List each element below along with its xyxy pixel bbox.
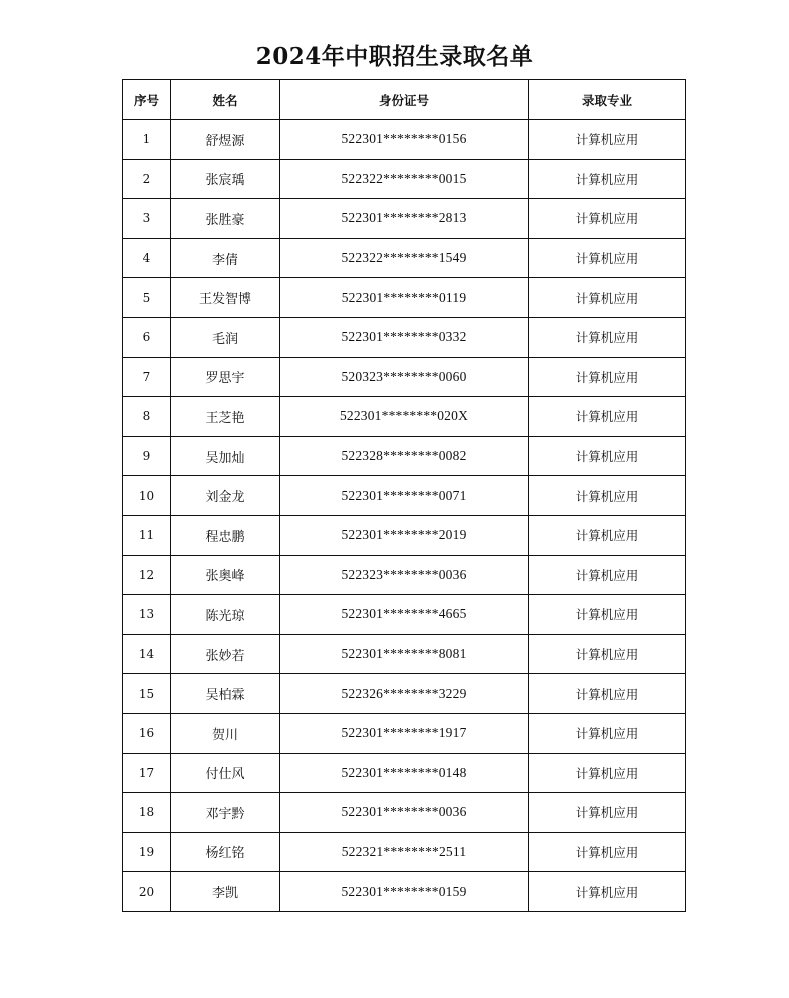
cell-id-number: 520323********0060	[280, 357, 529, 397]
cell-seq: 1	[123, 120, 171, 160]
cell-id-number: 522301********4665	[280, 595, 529, 635]
cell-id-number: 522301********0119	[280, 278, 529, 318]
cell-seq: 4	[123, 238, 171, 278]
cell-name: 杨红铭	[171, 832, 280, 872]
cell-name: 舒煜源	[171, 120, 280, 160]
cell-major: 计算机应用	[529, 555, 686, 595]
cell-major: 计算机应用	[529, 832, 686, 872]
cell-major: 计算机应用	[529, 120, 686, 160]
cell-major: 计算机应用	[529, 317, 686, 357]
cell-id-number: 522301********2019	[280, 515, 529, 555]
cell-name: 吴加灿	[171, 436, 280, 476]
table-row	[123, 674, 686, 714]
cell-major: 计算机应用	[529, 713, 686, 753]
cell-major: 计算机应用	[529, 674, 686, 714]
page-title: 2024年中职招生录取名单	[255, 43, 534, 70]
column-header-major: 录取专业	[529, 80, 686, 120]
cell-major: 计算机应用	[529, 753, 686, 793]
cell-id-number: 522301********0148	[280, 753, 529, 793]
table-row	[123, 238, 686, 278]
table-row	[123, 634, 686, 674]
cell-major: 计算机应用	[529, 595, 686, 635]
cell-id-number: 522301********0159	[280, 872, 529, 912]
table-row	[123, 515, 686, 555]
cell-seq: 20	[123, 872, 171, 912]
cell-seq: 9	[123, 436, 171, 476]
table-row	[123, 199, 686, 239]
cell-seq: 10	[123, 476, 171, 516]
cell-major: 计算机应用	[529, 634, 686, 674]
cell-name: 张胜豪	[171, 199, 280, 239]
table-row	[123, 595, 686, 635]
cell-name: 毛润	[171, 317, 280, 357]
cell-seq: 15	[123, 674, 171, 714]
cell-name: 程忠鹏	[171, 515, 280, 555]
cell-major: 计算机应用	[529, 159, 686, 199]
cell-seq: 8	[123, 397, 171, 437]
cell-seq: 13	[123, 595, 171, 635]
cell-id-number: 522301********1917	[280, 713, 529, 753]
table-row	[123, 832, 686, 872]
column-header-name: 姓名	[171, 80, 280, 120]
table-row	[123, 120, 686, 160]
table-header-row	[123, 80, 686, 120]
column-header-seq: 序号	[123, 80, 171, 120]
table-row	[123, 872, 686, 912]
cell-major: 计算机应用	[529, 793, 686, 833]
cell-major: 计算机应用	[529, 436, 686, 476]
cell-name: 陈光琼	[171, 595, 280, 635]
cell-name: 付仕风	[171, 753, 280, 793]
cell-id-number: 522321********2511	[280, 832, 529, 872]
table-row	[123, 793, 686, 833]
cell-major: 计算机应用	[529, 199, 686, 239]
column-header-id: 身份证号	[280, 80, 529, 120]
cell-seq: 12	[123, 555, 171, 595]
table-body	[123, 120, 686, 912]
cell-id-number: 522328********0082	[280, 436, 529, 476]
table-row	[123, 436, 686, 476]
table-row	[123, 317, 686, 357]
cell-seq: 6	[123, 317, 171, 357]
cell-name: 罗思宇	[171, 357, 280, 397]
cell-seq: 11	[123, 515, 171, 555]
cell-name: 王芝艳	[171, 397, 280, 437]
cell-seq: 5	[123, 278, 171, 318]
cell-seq: 18	[123, 793, 171, 833]
cell-id-number: 522301********0156	[280, 120, 529, 160]
table-row	[123, 397, 686, 437]
cell-name: 李倩	[171, 238, 280, 278]
cell-id-number: 522301********0332	[280, 317, 529, 357]
cell-id-number: 522322********0015	[280, 159, 529, 199]
cell-seq: 2	[123, 159, 171, 199]
cell-id-number: 522323********0036	[280, 555, 529, 595]
cell-id-number: 522326********3229	[280, 674, 529, 714]
cell-id-number: 522301********8081	[280, 634, 529, 674]
cell-major: 计算机应用	[529, 515, 686, 555]
cell-name: 吴柏霖	[171, 674, 280, 714]
table-row	[123, 476, 686, 516]
cell-seq: 16	[123, 713, 171, 753]
cell-name: 张宸瑀	[171, 159, 280, 199]
cell-name: 李凯	[171, 872, 280, 912]
cell-name: 刘金龙	[171, 476, 280, 516]
cell-seq: 14	[123, 634, 171, 674]
table-row	[123, 555, 686, 595]
cell-id-number: 522322********1549	[280, 238, 529, 278]
cell-name: 邓宇黔	[171, 793, 280, 833]
cell-major: 计算机应用	[529, 357, 686, 397]
cell-major: 计算机应用	[529, 238, 686, 278]
cell-id-number: 522301********020X	[280, 397, 529, 437]
cell-name: 张妙若	[171, 634, 280, 674]
table-row	[123, 713, 686, 753]
cell-name: 张奥峰	[171, 555, 280, 595]
cell-major: 计算机应用	[529, 476, 686, 516]
cell-name: 贺川	[171, 713, 280, 753]
table-row	[123, 753, 686, 793]
admission-table	[122, 79, 686, 912]
cell-major: 计算机应用	[529, 872, 686, 912]
cell-id-number: 522301********0071	[280, 476, 529, 516]
cell-major: 计算机应用	[529, 278, 686, 318]
table-row	[123, 159, 686, 199]
cell-seq: 3	[123, 199, 171, 239]
table-row	[123, 278, 686, 318]
cell-id-number: 522301********2813	[280, 199, 529, 239]
cell-seq: 17	[123, 753, 171, 793]
cell-name: 王发智博	[171, 278, 280, 318]
cell-major: 计算机应用	[529, 397, 686, 437]
cell-id-number: 522301********0036	[280, 793, 529, 833]
table-row	[123, 357, 686, 397]
cell-seq: 7	[123, 357, 171, 397]
cell-seq: 19	[123, 832, 171, 872]
